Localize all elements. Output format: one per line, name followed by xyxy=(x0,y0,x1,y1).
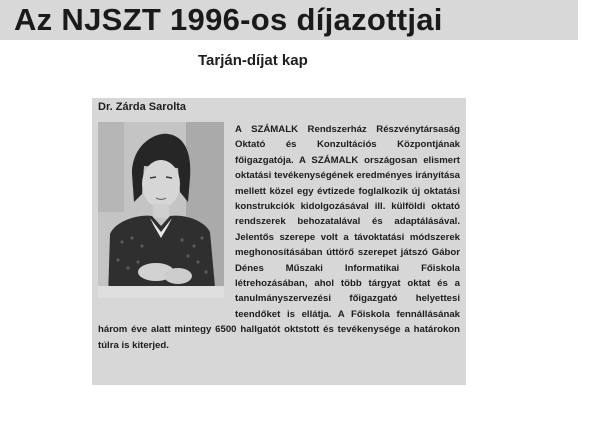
article-subheading: Tarján-díjat kap xyxy=(198,52,308,69)
article-box xyxy=(92,98,466,385)
headline-band xyxy=(0,0,578,40)
article-author: Dr. Zárda Sarolta xyxy=(98,101,187,113)
article-body-text xyxy=(98,122,460,384)
photo-text-wrap xyxy=(98,122,235,322)
article-body: A SZÁMALK Rendszerház Részvénytársaság Oktató és Konzultációs Központjának főigazgatója. A SZÁMALK országosan elismert oktatási tevékenységének eredményes irányítása mellett közel egy évtizede foglalkozik új oktatási konstrukciók kidolgozásával ill. külföldi oktató rendszerek behozatalával és adaptálásával. Jelentős szerepe volt a távoktatási módszerek meghonosításában úttörő szerepet játszó Gábor Dénes Műszaki Informatikai Főiskola létrehozásában, ahol több tárgyat oktat és a tanulmányszervezési főigazgató helyettesi teendőket is ellátja. A Főiskola fennállásának három éve alatt mintegy 6500 hallgatót oktstott és tevékenysége a határokon túlra is kiterjed. xyxy=(98,124,460,351)
headline: Az NJSZT 1996-os díjazottjai xyxy=(14,2,443,37)
